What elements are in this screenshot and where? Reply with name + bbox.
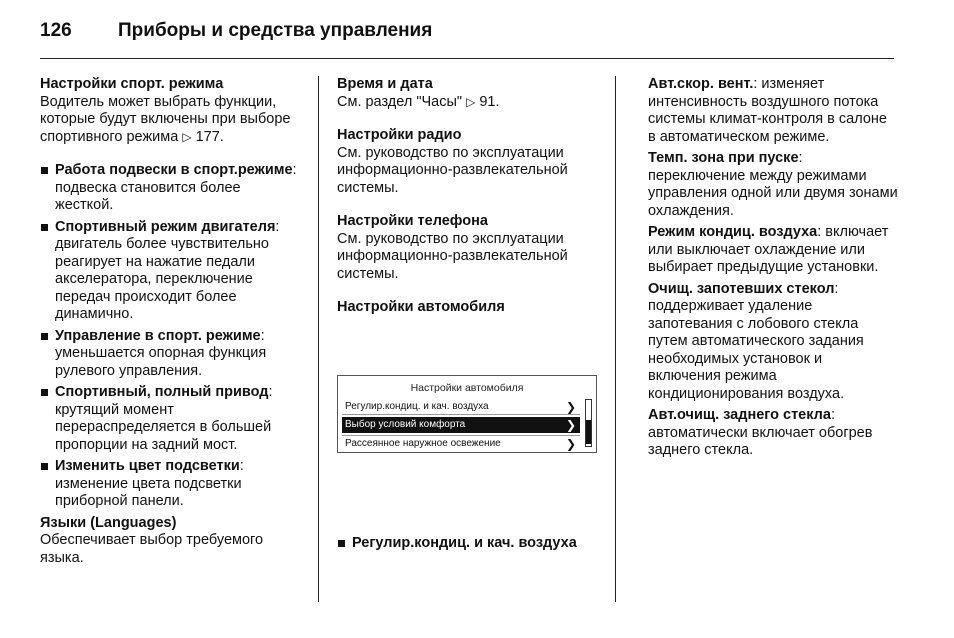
page-title: Приборы и средства управления: [118, 20, 433, 41]
list-item: Работа подвески в спорт.режиме: подвеска становится более жесткой.: [40, 162, 302, 215]
column-middle: [337, 76, 597, 556]
page-number: 126: [40, 20, 72, 41]
screen-title: Настройки автомобиля: [410, 381, 524, 394]
page-reference-icon: ▷: [466, 94, 476, 109]
bullet-icon: [41, 463, 48, 470]
phone-heading: Настройки телефона: [337, 213, 488, 229]
time-section: [337, 76, 597, 111]
list-item: Спортивный, полный привод: крутящий момент перераспределяется в большей пропорции на задний мост.: [40, 384, 302, 454]
time-text: См. раздел "Часы" ▷ 91.: [337, 93, 500, 110]
screen-menu-item-selected: Выбор условий комфорта ❯: [342, 417, 580, 433]
phone-section: [337, 213, 597, 283]
languages-heading: Языки (Languages): [40, 514, 177, 531]
caption-item: Регулир.кондиц. и кач. воздуха: [337, 535, 597, 553]
chevron-right-icon: ❯: [565, 399, 576, 414]
radio-section: [337, 127, 597, 197]
paragraph: Авт.скор. вент.: изменяет интенсивность воздушного потока системы климат-контроля в салоне в автоматическом режиме.: [648, 76, 887, 145]
paragraph: Темп. зона при пуске: переключение между режимами управления одной или двумя зонами охлаждения.: [648, 150, 898, 219]
bullet-icon: [41, 333, 48, 340]
radio-heading: Настройки радио: [337, 127, 462, 143]
scrollbar-thumb: [586, 420, 591, 444]
bullet-icon: [41, 389, 48, 396]
list-item: Управление в спорт. режиме: уменьшается опорная функция рулевого управления.: [40, 328, 302, 381]
screen-menu-item: Рассеянное наружное освежение ❯: [342, 435, 580, 451]
vehicle-settings-heading: Настройки автомобиля: [337, 299, 505, 315]
page-header: [40, 18, 894, 58]
column-divider: [615, 76, 616, 602]
paragraph: Режим кондиц. воздуха: включает или выключает охлаждение или выбирает предыдущие установки.: [648, 224, 889, 275]
list-item: Изменить цвет подсветки: изменение цвета подсветки приборной панели.: [40, 458, 302, 511]
chevron-right-icon: ❯: [565, 436, 576, 451]
bullet-icon: [41, 224, 48, 231]
page-reference-icon: ▷: [182, 129, 192, 144]
paragraph: Авт.очищ. заднего стекла: автоматически включает обогрев заднего стекла.: [648, 407, 873, 458]
screen-scrollbar: [585, 399, 592, 447]
sport-settings-heading: Настройки спорт. режима: [40, 76, 224, 92]
list-item: Спортивный режим двигателя: двигатель более чувствительно реагирует на нажатие педали акселератора, переключение передач происходит более динамично.: [40, 219, 302, 324]
sport-settings-section: [40, 76, 302, 146]
screen-menu-item: Регулир.кондиц. и кач. воздуха ❯: [342, 399, 580, 415]
column-left: [40, 76, 302, 567]
bullet-icon: [41, 167, 48, 174]
time-heading: Время и дата: [337, 76, 433, 92]
languages-section: [40, 515, 302, 568]
chevron-right-icon: ❯: [565, 417, 576, 432]
display-screenshot: [337, 375, 597, 453]
header-divider: [40, 58, 894, 59]
column-divider: [318, 76, 319, 602]
paragraph: Очищ. запотевших стекол: поддерживает удаление запотевания с лобового стекла путем автоматического задания необходимых установок и включения режима кондиционирования воздуха.: [648, 280, 864, 402]
column-right: [648, 76, 898, 464]
phone-text: См. руководство по эксплуатации информационно-развлекательной системы.: [337, 230, 568, 282]
languages-text: Обеспечивает выбор требуемого языка.: [40, 532, 264, 566]
bullet-icon: [338, 540, 345, 547]
radio-text: См. руководство по эксплуатации информационно-развлекательной системы.: [337, 144, 568, 196]
sport-settings-text: Водитель может выбрать функции, которые будут включены при выборе спортивного режима ▷ 177.: [40, 93, 291, 145]
